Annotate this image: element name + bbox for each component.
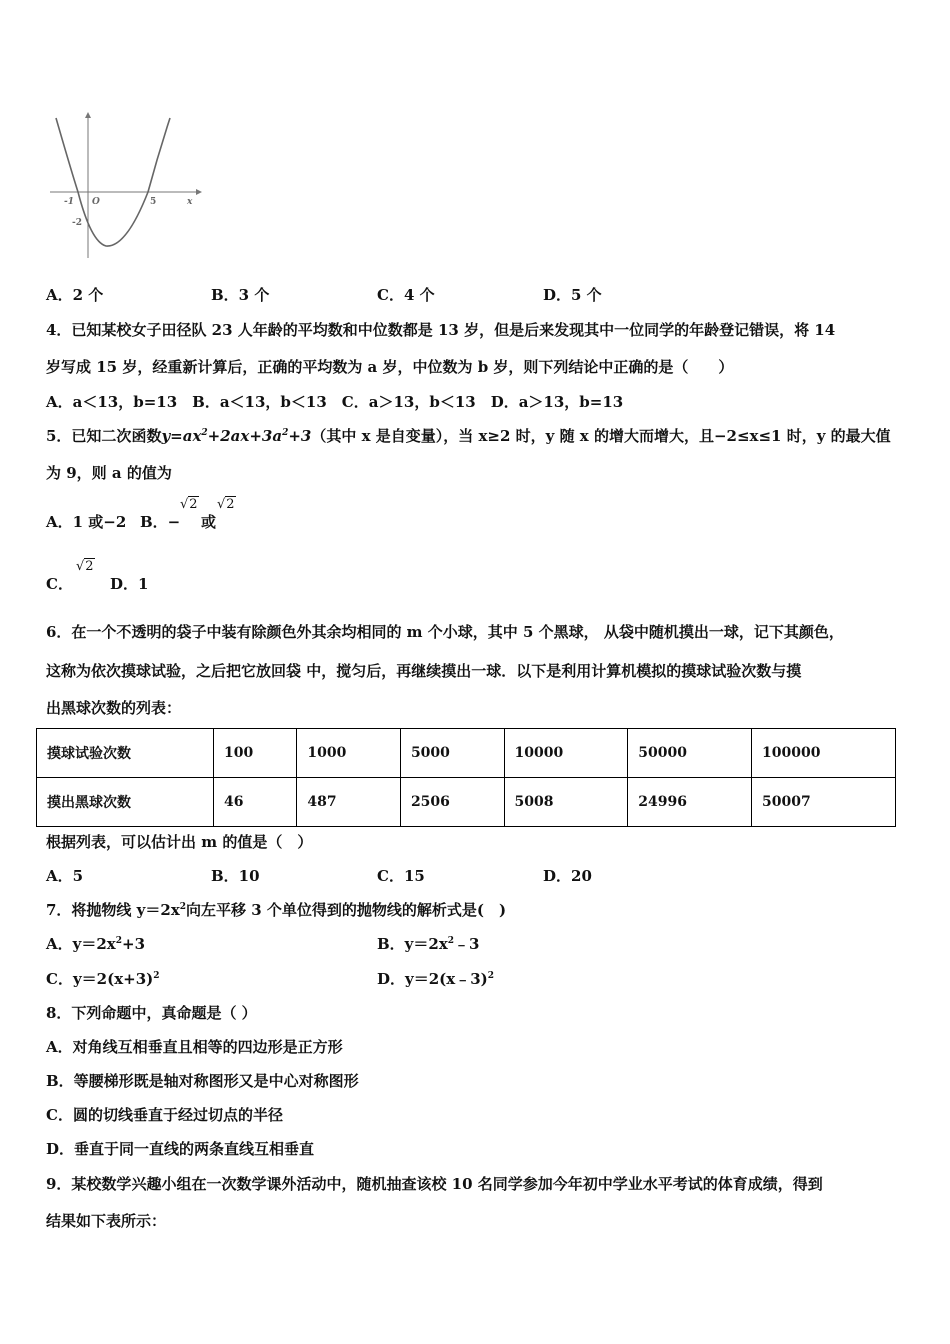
table-cell: 50000: [628, 729, 752, 778]
q7-option-a-tail: +3: [122, 935, 146, 953]
q5-stem-prefix: 5．已知二次函数: [46, 427, 162, 445]
table-cell: 487: [297, 778, 401, 827]
q3-option-a: A．2 个: [46, 286, 104, 304]
q4-line-2: 岁写成 15 岁，经重新计算后，正确的平均数为 a 岁，中位数为 b 岁，则下列结论中正确的是（ ）: [46, 358, 734, 376]
table-cell: 50007: [752, 778, 896, 827]
label-neg2: -2: [72, 218, 82, 228]
table-cell: 5000: [400, 729, 504, 778]
q4-options: A．a＜13，b=13 B．a＜13，b＜13 C．a＞13，b＜13 D．a＞13，b=13: [46, 393, 624, 411]
table-cell: 100000: [752, 729, 896, 778]
table-row: [37, 729, 896, 778]
q7-option-c-text: C．y＝2(x+3): [46, 970, 154, 988]
q7-stem: [46, 900, 506, 920]
q7-stem-exp: 2: [179, 902, 187, 912]
q7-option-b: [377, 934, 479, 954]
q7-option-a-exp: 2: [115, 936, 122, 946]
q7-option-b-tail: ﹣3: [454, 935, 480, 953]
q6-table: [36, 728, 896, 827]
q5-option-c-sqrt: √2: [76, 559, 94, 574]
q7-option-b-text: B．y＝2x: [377, 935, 448, 953]
table-cell: 2506: [400, 778, 504, 827]
q5-function: $y=ax^2+2ax+3a^2+3$: [161, 427, 312, 445]
q6-question: 根据列表，可以估计出 m 的值是（ ）: [46, 833, 313, 851]
table-cell: 100: [214, 729, 297, 778]
q9-line-2: 结果如下表所示：: [46, 1212, 167, 1230]
q6-option-b: B．10: [211, 867, 260, 885]
label-neg1: -1: [64, 197, 74, 207]
q8-option-d: D．垂直于同一直线的两条直线互相垂直: [46, 1140, 315, 1158]
table-cell: 24996: [628, 778, 752, 827]
q5-option-b-or: 或: [201, 513, 217, 531]
x-axis-arrow: [196, 189, 202, 195]
y-axis-arrow: [85, 112, 91, 118]
q6-line-3: 出黑球次数的列表：: [46, 699, 182, 717]
q5-option-b-sqrt-1: √2: [180, 497, 198, 512]
label-x: x: [187, 197, 193, 207]
q5-option-c: C．: [46, 575, 73, 593]
q7-option-d-exp: 2: [487, 971, 495, 981]
parabola-graph: [46, 110, 206, 260]
q5-option-a: A．1 或−2: [46, 513, 127, 531]
q6-line-1: 6．在一个不透明的袋子中装有除颜色外其余均相同的 m 个小球，其中 5 个黑球， 从袋中随机摸出一球，记下其颜色，: [46, 623, 844, 641]
q5-stem-suffix: （其中 x 是自变量），当 x≥2 时，y 随 x 的增大而增大，且−2≤x≤1 时，y 的最大值: [311, 427, 891, 445]
q5-option-b: B．−: [140, 513, 181, 531]
q9-line-1: 9．某校数学兴趣小组在一次数学课外活动中，随机抽查该校 10 名同学参加今年初中学业水平考试的体育成绩，得到: [46, 1175, 823, 1193]
table-cell: 5008: [504, 778, 628, 827]
q6-option-c: C．15: [377, 867, 425, 885]
table-row: [37, 778, 896, 827]
q7-option-a: [46, 934, 145, 954]
label-five: 5: [150, 197, 157, 207]
q5-line-1: [46, 426, 891, 446]
q7-option-c: [46, 969, 160, 989]
table-cell: 1000: [297, 729, 401, 778]
table-cell: 10000: [504, 729, 628, 778]
table-cell: 摸出黑球次数: [37, 778, 214, 827]
q6-option-a: A．5: [46, 867, 84, 885]
q7-stem-b: 向左平移 3 个单位得到的抛物线的解析式是( ): [186, 901, 507, 919]
q3-option-b: B．3 个: [211, 286, 270, 304]
q3-option-d: D．5 个: [543, 286, 602, 304]
q7-stem-a: 7．将抛物线 y＝2x: [46, 901, 180, 919]
table-cell: 摸球试验次数: [37, 729, 214, 778]
q6-option-d: D．20: [543, 867, 592, 885]
q8-option-b: B．等腰梯形既是轴对称图形又是中心对称图形: [46, 1072, 359, 1090]
q5-option-d: D．1: [110, 575, 149, 593]
q8-option-c: C．圆的切线垂直于经过切点的半径: [46, 1106, 283, 1124]
q7-option-d-text: D．y＝2(x﹣3): [377, 970, 488, 988]
q8-option-a: A．对角线互相垂直且相等的四边形是正方形: [46, 1038, 343, 1056]
q3-option-c: C．4 个: [377, 286, 435, 304]
q7-option-c-exp: 2: [153, 971, 160, 981]
label-origin: O: [92, 197, 100, 207]
q5-line-2: 为 9，则 a 的值为: [46, 464, 172, 482]
q6-line-2: 这称为依次摸球试验，之后把它放回袋 中，搅匀后，再继续摸出一球．以下是利用计算机模拟的摸球试验次数与摸: [46, 662, 802, 680]
q8-stem: 8．下列命题中，真命题是（ ）: [46, 1004, 257, 1022]
q7-option-a-text: A．y＝2x: [46, 935, 116, 953]
q4-line-1: 4．已知某校女子田径队 23 人年龄的平均数和中位数都是 13 岁，但是后来发现其中一位同学的年龄登记错误，将 14: [46, 321, 836, 339]
q7-option-b-exp: 2: [447, 936, 455, 946]
q7-option-d: [377, 969, 494, 989]
q5-option-b-sqrt-2: √2: [217, 497, 235, 512]
table-cell: 46: [214, 778, 297, 827]
